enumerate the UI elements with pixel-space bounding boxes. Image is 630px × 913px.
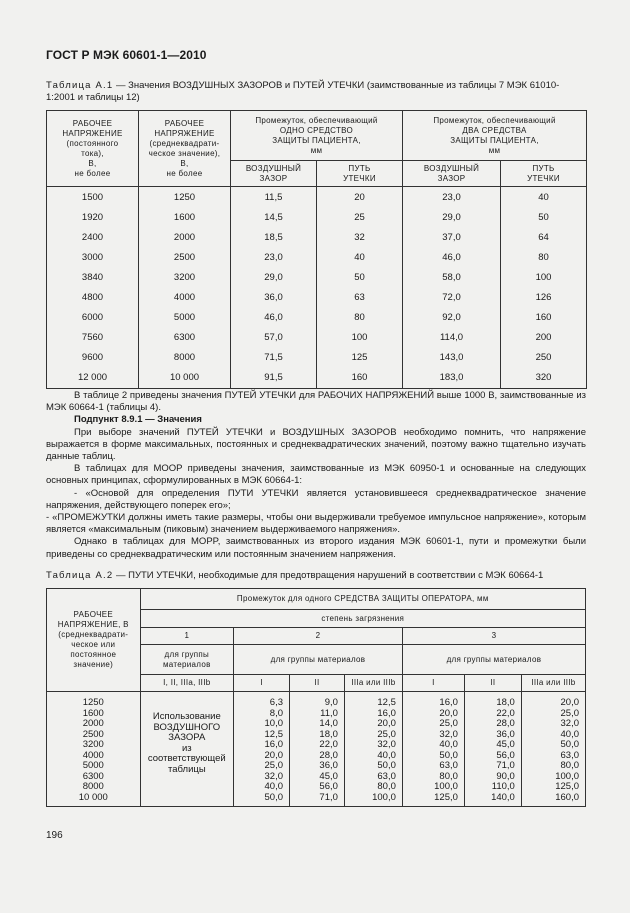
cell-value: 80,0 [439,770,458,782]
table-cell: 18,5 [231,227,317,247]
cell-value: 45,0 [319,770,338,782]
cell-value: 16,0 [439,697,458,708]
cell-value: 140,0 [491,791,515,803]
table-cell: 7560 [47,328,139,348]
header-line: для группы [164,649,210,659]
cell-value: 40,0 [264,781,284,792]
table-cell: 1600 [139,207,231,227]
table-cell: 320 [501,368,587,389]
header-line: тока), [81,148,104,158]
table-cell: 58,0 [403,267,501,287]
header-line: ЗАЗОР [437,173,466,183]
cell-value: из [181,742,192,754]
header-line: мм [310,145,323,155]
one-means-header [231,111,403,161]
table-row [47,348,587,368]
header-line: УТЕЧКИ [343,173,376,183]
cell-value: 25,0 [439,718,458,729]
cell-value: 5000 [82,760,104,771]
paragraph: При выборе значений ПУТЕЙ УТЕЧКИ и ВОЗДУШНЫХ ЗАЗОРОВ необходимо помнить, что напряжение выражается в форме максимальных, постоянных и среднеквадратических значений, поэтому важно тщательно изучать данные таблиц. [46,426,586,463]
table-cell: 125 [317,348,403,368]
one-means-lines [231,116,402,156]
header-line: ческое значение), [148,148,221,158]
table-cell: 92,0 [403,308,501,328]
cell-value: 56,0 [319,781,338,792]
material-group-1-lines [141,650,234,670]
sub-group-i-2: I [234,675,290,692]
pollution-degree-2: 2 [234,628,403,645]
col-dc-lines [47,119,138,179]
header-line: (среднеквадрати- [58,630,129,639]
table-a1 [46,110,587,389]
sub-creep-2-lines [501,164,586,184]
d3-ii-values [465,698,521,803]
cell-value: 25,0 [264,760,284,771]
cell-value: 90,0 [496,770,515,782]
cell-value: 10,0 [264,718,284,729]
header-line: (среднеквадрати- [149,138,220,148]
cell-value: 20,0 [439,707,458,719]
header-line: НАПРЯЖЕНИЕ, В [57,620,129,629]
table1-caption-label: Таблица А.1 [46,80,114,91]
table-cell: 40 [501,187,587,208]
cell-value: 14,0 [319,718,338,729]
cell-value: 3200 [82,739,104,750]
table1-caption [46,80,586,104]
table-cell: 143,0 [403,348,501,368]
degree1-note [140,692,234,807]
header-line: не более [166,168,203,178]
table-a1-body [47,187,587,389]
table-cell: 23,0 [403,187,501,208]
body-text [46,390,586,561]
cell-value: 2500 [82,728,104,740]
cell-value: 20,0 [264,749,284,761]
table1-caption-text: — Значения ВОЗДУШНЫХ ЗАЗОРОВ и ПУТЕЙ УТЕЧКИ (заимствованные из таблицы 7 МЭК 61010-1:2001 и таблицы 12) [46,80,560,103]
voltage-column [47,692,141,807]
table-cell: 200 [501,328,587,348]
cell-value: 25,0 [377,728,396,740]
cell-value: 110,0 [491,781,515,792]
cell-value: 50,0 [560,739,579,750]
header-line: УТЕЧКИ [527,173,560,183]
sub-air-2 [403,161,501,187]
pollution-degree-1: 1 [140,628,234,645]
table-cell: 11,5 [231,187,317,208]
sub-air-1 [231,161,317,187]
header-line: ЗАЗОР [259,173,288,183]
cell-value: 9,0 [324,697,338,708]
header-line: ПУТЬ [348,163,371,173]
table2-caption-label: Таблица А.2 [46,570,114,581]
cell-value: 1250 [82,697,104,708]
cell-value: 160,0 [555,791,579,803]
header-line: НАПРЯЖЕНИЕ [62,128,123,138]
table-row [47,328,587,348]
subclause-heading: Подпункт 8.9.1 — Значения [74,414,202,426]
table-cell: 25 [317,207,403,227]
table-cell: 2500 [139,247,231,267]
table-cell: 160 [501,308,587,328]
table-cell: 20 [317,187,403,208]
table-cell: 80 [501,247,587,267]
header-line: (постоянного [66,138,119,148]
d3-group-iii-column [521,692,585,807]
table-cell: 46,0 [231,308,317,328]
header-line: материалов [163,659,211,669]
two-means-lines [403,116,586,156]
sub-air-2-lines [403,164,500,184]
col-rms-voltage-header [139,111,231,187]
cell-value: 16,0 [264,739,284,750]
col-rms-lines [139,119,230,179]
d3-i-values [403,698,464,803]
cell-value: 28,0 [496,718,515,729]
cell-value: 100,0 [555,770,579,782]
table-cell: 71,5 [231,348,317,368]
table-a2 [46,588,586,807]
cell-value: 8,0 [269,707,284,719]
list-item: - «ПРОМЕЖУТКИ должны иметь такие размеры, чтобы они выдерживали требуемое импульсное напряжение», которым является «максимальным (пиковым) значением выдерживаемого напряжения». [46,512,586,536]
sub-group-i-3: I [402,675,464,692]
voltage-values [47,698,140,803]
sub-air-1-lines [231,164,316,184]
pollution-degree-header: степень загрязнения [140,610,585,628]
cell-value: 28,0 [319,749,338,761]
cell-value: 71,0 [496,760,515,771]
sub-creep-1 [317,161,403,187]
table-cell: 100 [317,328,403,348]
cell-value: 6300 [82,770,104,782]
table-cell: 14,5 [231,207,317,227]
table-cell: 50 [501,207,587,227]
table-cell: 72,0 [403,287,501,307]
header-line: В, [88,158,97,168]
d3-iii-values [522,698,585,803]
table-row [47,267,587,287]
table2-caption-text: — ПУТИ УТЕЧКИ, необходимые для предотвращения нарушений в соответствии с МЭК 60664-1 [113,570,544,581]
two-means-header [403,111,587,161]
header-line: РАБОЧЕЕ [73,610,113,619]
operator-gap-header: Промежуток для одного СРЕДСТВА ЗАЩИТЫ ОПЕРАТОРА, мм [140,589,585,610]
degree1-note-lines [141,712,234,775]
cell-value: 40,0 [560,728,579,740]
paragraph: Однако в таблицах для MOPP, заимствованных из второго издания МЭК 60601-1, пути и промежутки были приведены со среднеквадратическим или постоянным значением напряжения. [46,536,586,560]
cell-value: 80,0 [560,760,579,771]
cell-value: 32,0 [560,718,579,729]
cell-value: 71,0 [319,791,338,803]
table-cell: 23,0 [231,247,317,267]
header-line: ОДНО СРЕДСТВО [279,125,354,135]
table-cell: 3000 [47,247,139,267]
d2-iii-values [345,698,402,803]
table-cell: 37,0 [403,227,501,247]
table-cell: 64 [501,227,587,247]
sub-groups-all: I, II, IIIa, IIIb [140,675,234,692]
table-cell: 3840 [47,267,139,287]
sub-group-ii-3: II [464,675,521,692]
table-cell: 6000 [47,308,139,328]
header-line: значение) [73,660,114,669]
table-cell: 1920 [47,207,139,227]
page-number: 196 [46,830,63,841]
table-cell: 40 [317,247,403,267]
table-cell: 183,0 [403,368,501,389]
table-cell: 10 000 [139,368,231,389]
table-cell: 100 [501,267,587,287]
cell-value: ЗАЗОРА [168,732,206,743]
cell-value: 25,0 [560,707,579,719]
header-line: мм [488,145,501,155]
cell-value: таблицы [167,763,206,775]
table-cell: 2400 [47,227,139,247]
cell-value: 10 000 [78,791,108,803]
header-line: Промежуток, обеспечивающий [255,115,378,125]
document-header: ГОСТ Р МЭК 60601-1—2010 [46,48,207,62]
table-cell: 8000 [139,348,231,368]
paragraph: В таблице 2 приведены значения ПУТЕЙ УТЕЧКИ для РАБОЧИХ НАПРЯЖЕНИЙ выше 1000 В, заимствованные из МЭК 60664-1 (таблицы 4). [46,390,586,414]
header-line: В, [180,158,189,168]
table-row [47,207,587,227]
table-cell: 80 [317,308,403,328]
cell-value: 8000 [82,781,104,792]
cell-value: 50,0 [377,760,396,771]
cell-value: 22,0 [319,739,338,750]
material-group-1-label [140,645,234,675]
cell-value: 12,5 [264,728,284,740]
table-cell: 9600 [47,348,139,368]
cell-value: 22,0 [496,707,515,719]
table-row [47,308,587,328]
table-row [47,368,587,389]
d2-group-i-column [234,692,290,807]
header-line: НАПРЯЖЕНИЕ [154,128,215,138]
cell-value: 50,0 [264,791,284,803]
header-line: ДВА СРЕДСТВА [462,125,527,135]
sub-group-iii-2: IIIa или IIIb [344,675,402,692]
d2-ii-values [290,698,344,803]
header-line: Промежуток, обеспечивающий [433,115,556,125]
header-line: ПУТЬ [532,163,555,173]
table-cell: 5000 [139,308,231,328]
cell-value: 50,0 [439,749,458,761]
cell-value: 40,0 [377,749,396,761]
table-cell: 4800 [47,287,139,307]
cell-value: 36,0 [319,760,338,771]
paragraph: В таблицах для MOOP приведены значения, заимствованные из МЭК 60950-1 и основанные на следующих основных принципах, сформулированных в МЭК 60664-1: [46,463,586,487]
header-line: ческое или [71,640,116,649]
material-group-3-label: для группы материалов [402,645,585,675]
cell-value: 40,0 [439,739,458,750]
sub-creep-1-lines [317,164,402,184]
material-group-2-label: для группы материалов [234,645,403,675]
sub-creep-2 [501,161,587,187]
table-cell: 46,0 [403,247,501,267]
table-cell: 36,0 [231,287,317,307]
table-cell: 63 [317,287,403,307]
table-cell: 50 [317,267,403,287]
table-cell: 12 000 [47,368,139,389]
cell-value: ВОЗДУШНОГО [153,721,221,733]
cell-value: 20,0 [560,697,579,708]
cell-value: 32,0 [377,739,396,750]
header-line: ВОЗДУШНЫЙ [245,163,302,173]
col-dc-voltage-header [47,111,139,187]
list-item: - «Основой для определения ПУТИ УТЕЧКИ является установившееся среднеквадратическое значение напряжения, действующего поперек его»; [46,487,586,511]
cell-value: 16,0 [377,707,396,719]
cell-value: 63,0 [560,749,579,761]
table-cell: 57,0 [231,328,317,348]
d3-group-ii-column [464,692,521,807]
sub-group-ii-2: II [290,675,345,692]
d2-group-ii-column [290,692,345,807]
cell-value: соответствующей [147,753,226,764]
table-cell: 2000 [139,227,231,247]
cell-value: 20,0 [377,718,396,729]
header-line: ВОЗДУШНЫЙ [423,163,480,173]
table-cell: 1500 [47,187,139,208]
cell-value: 125,0 [555,781,579,792]
cell-value: Использование [152,711,221,722]
header-line: ЗАЩИТЫ ПАЦИЕНТА, [272,135,361,145]
cell-value: 18,0 [319,728,338,740]
sub-group-iii-3: IIIa или IIIb [521,675,585,692]
table-cell: 1250 [139,187,231,208]
table-cell: 114,0 [403,328,501,348]
table-row [47,187,587,208]
cell-value: 125,0 [434,791,458,803]
header-line: ЗАЩИТЫ ПАЦИЕНТА, [450,135,539,145]
cell-value: 100,0 [372,791,396,803]
cell-value: 45,0 [496,739,515,750]
table-cell: 91,5 [231,368,317,389]
table-cell: 126 [501,287,587,307]
cell-value: 32,0 [439,728,458,740]
table-row [47,287,587,307]
table-cell: 29,0 [403,207,501,227]
cell-value: 2000 [82,718,104,729]
table-cell: 4000 [139,287,231,307]
table-cell: 29,0 [231,267,317,287]
cell-value: 56,0 [496,749,515,761]
table-row [47,227,587,247]
cell-value: 18,0 [496,697,515,708]
header-line: РАБОЧЕЕ [72,118,113,128]
cell-value: 11,0 [320,707,338,719]
header-line: постоянное [70,650,117,659]
d2-group-iii-column [344,692,402,807]
d2-i-values [234,698,289,803]
cell-value: 63,0 [439,760,458,771]
table-cell: 160 [317,368,403,389]
pollution-degree-3: 3 [402,628,585,645]
cell-value: 32,0 [264,770,284,782]
cell-value: 63,0 [377,770,396,782]
cell-value: 36,0 [496,728,515,740]
header-line: РАБОЧЕЕ [164,118,205,128]
table-cell: 250 [501,348,587,368]
cell-value: 100,0 [434,781,458,792]
cell-value: 80,0 [377,781,396,792]
col-voltage-header [47,589,141,692]
cell-value: 6,3 [269,697,284,708]
col-voltage-lines [47,610,140,670]
cell-value: 1600 [82,707,104,719]
table-cell: 6300 [139,328,231,348]
table2-caption [46,570,586,582]
d3-group-i-column [402,692,464,807]
cell-value: 4000 [82,749,104,761]
table-row [47,247,587,267]
cell-value: 12,5 [377,697,396,708]
table-cell: 3200 [139,267,231,287]
table-cell: 32 [317,227,403,247]
header-line: не более [74,168,111,178]
